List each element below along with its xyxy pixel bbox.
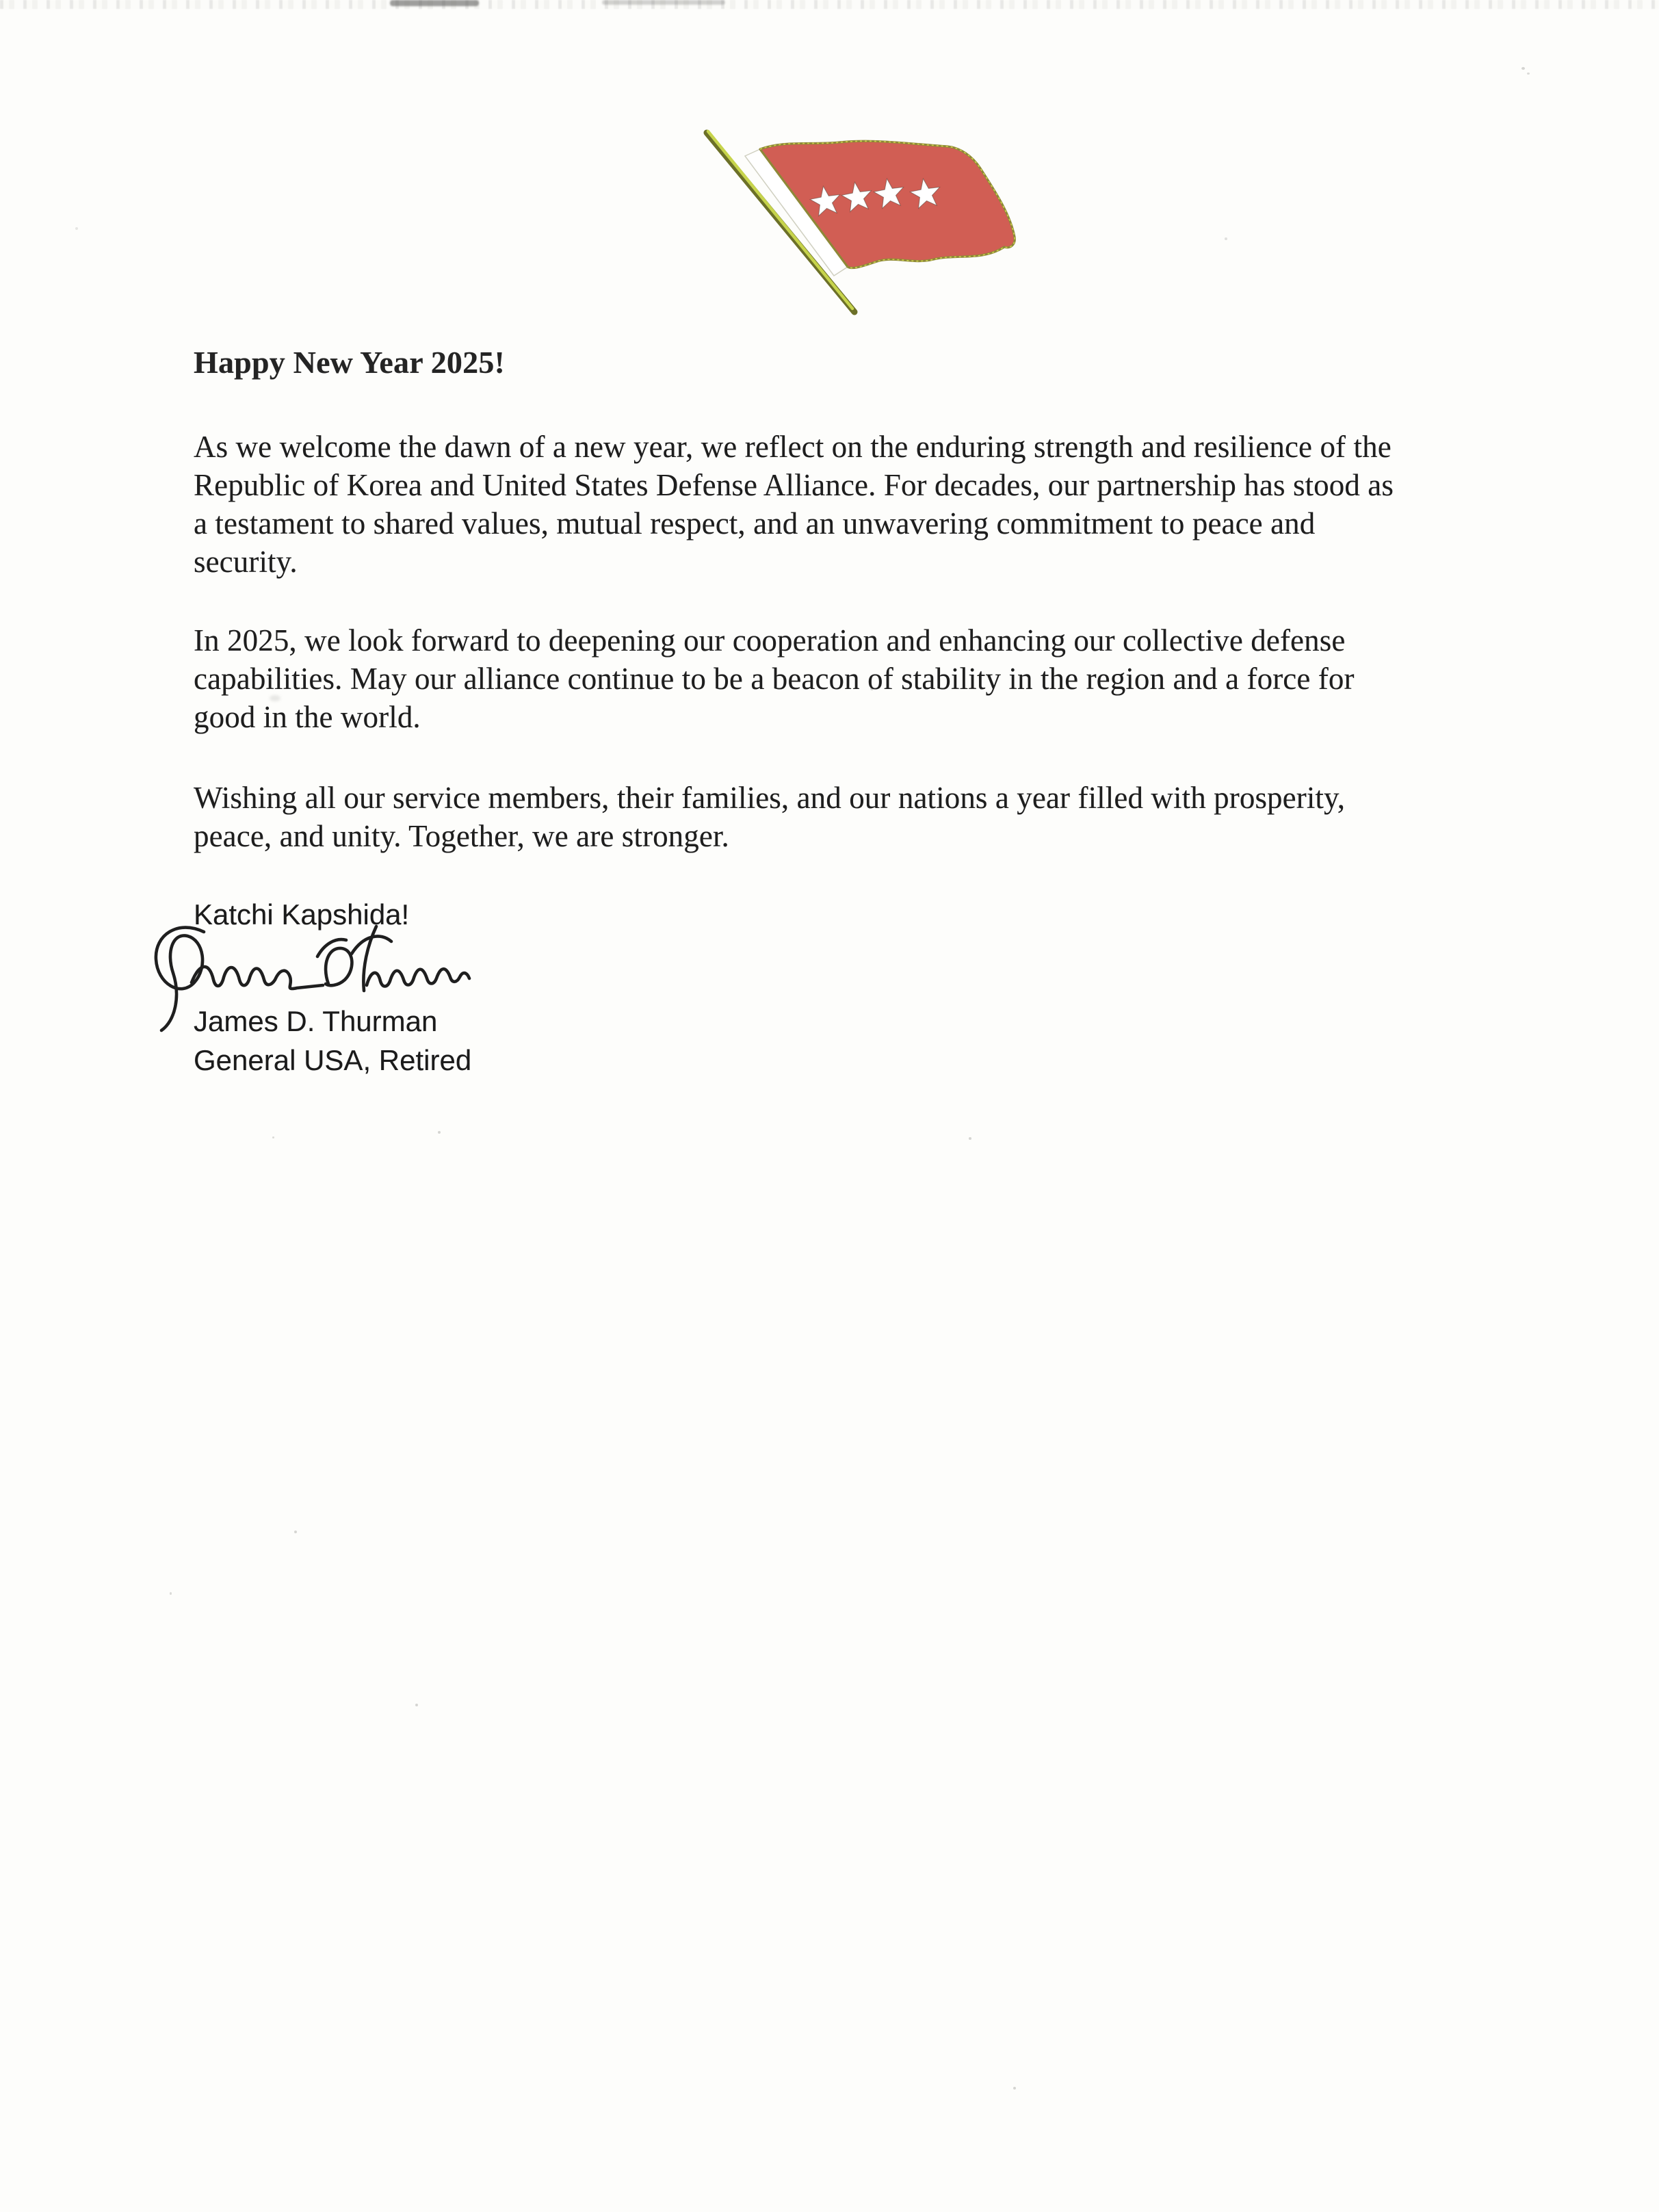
scan-artifact: [602, 0, 725, 5]
scan-artifact: [969, 1137, 971, 1140]
paragraph-line: capabilities. May our alliance continue to be a beacon of stability in the region and a force for: [194, 662, 1355, 696]
scan-artifact: [1527, 73, 1530, 75]
scan-artifact: [1521, 67, 1525, 70]
four-star-flag-graphic: [701, 129, 1019, 320]
scan-noise-band: [0, 0, 1659, 9]
scan-artifact: [272, 1136, 274, 1138]
signer-name: James D. Thurman: [194, 1005, 438, 1037]
letter-heading: Happy New Year 2025!: [194, 345, 506, 380]
paragraph-line: a testament to shared values, mutual respect, and an unwavering commitment to peace and: [194, 506, 1316, 541]
paragraph-line: As we welcome the dawn of a new year, we reflect on the enduring strength and resilience of the: [194, 430, 1392, 464]
scan-artifact: [75, 227, 78, 230]
closing-line: Katchi Kapshida!: [194, 898, 410, 931]
signer-title: General USA, Retired: [194, 1044, 472, 1076]
scan-artifact: [1013, 2087, 1016, 2090]
scan-artifact: [390, 0, 479, 6]
scan-artifact: [170, 1592, 172, 1595]
paragraph-line: security.: [194, 545, 298, 579]
paragraph-line: good in the world.: [194, 700, 421, 734]
paragraph-line: Wishing all our service members, their families, and our nations a year filled with prosperity,: [194, 781, 1346, 815]
scan-artifact: [438, 1131, 441, 1134]
scan-artifact: [1225, 237, 1227, 240]
paragraph-line: peace, and unity. Together, we are stronger.: [194, 819, 729, 853]
scan-artifact: [294, 1531, 297, 1533]
paragraph-2: [194, 621, 1355, 736]
scan-artifact: [415, 1704, 418, 1706]
paragraph-1: [194, 428, 1394, 581]
paragraph-3: [194, 779, 1345, 855]
paragraph-line: Republic of Korea and United States Defense Alliance. For decades, our partnership has stood as: [194, 468, 1394, 502]
paragraph-line: In 2025, we look forward to deepening our cooperation and enhancing our collective defense: [194, 623, 1346, 658]
four-star-flag-logo: [701, 129, 1019, 320]
